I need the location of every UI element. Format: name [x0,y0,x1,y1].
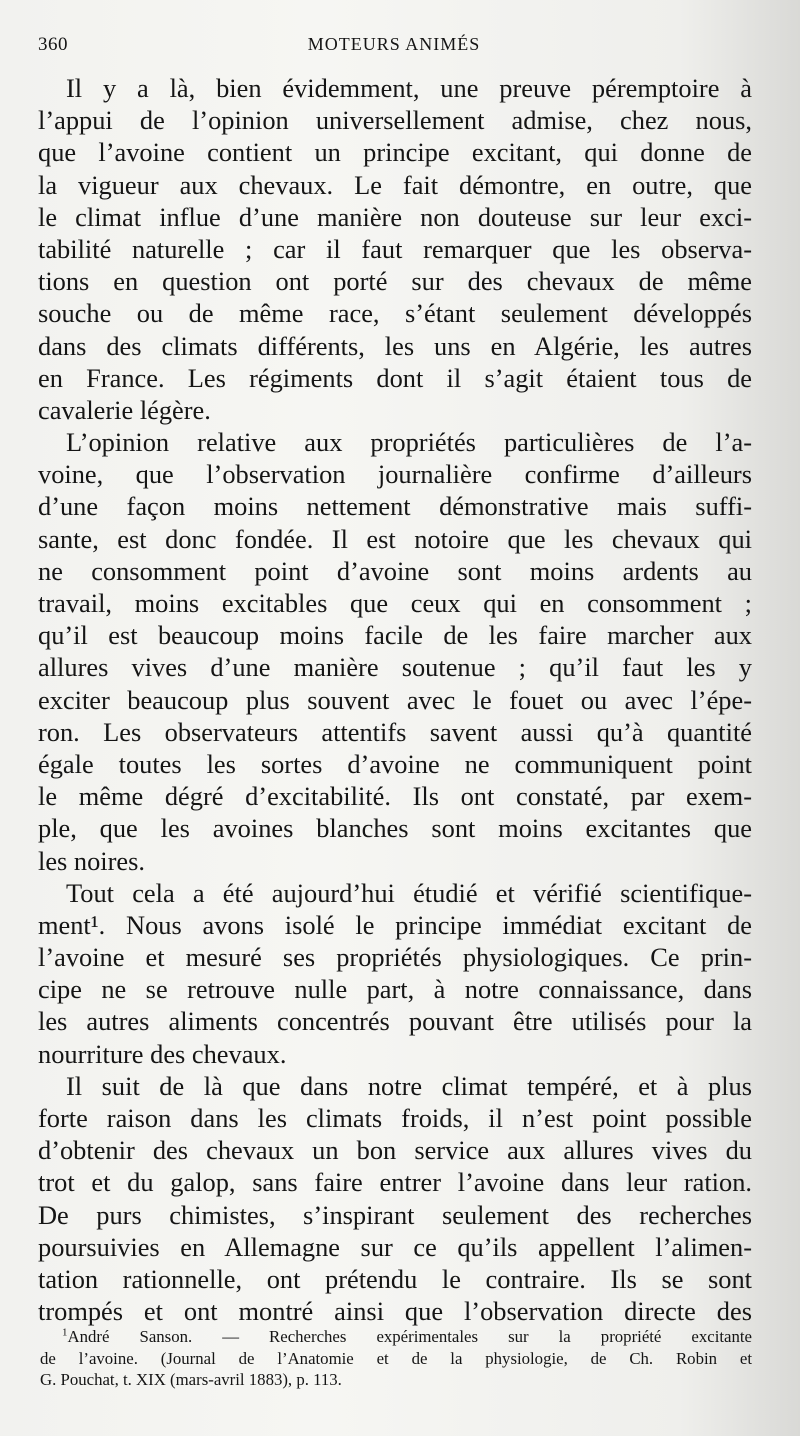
footnote-line: G. Pouchat, t. XIX (mars-avril 1883), p. 113. [40,1370,342,1389]
text-line: l’appui de l’opinion universellement admise, chez nous, [38,105,752,136]
text-line: que l’avoine contient un principe excitant, qui donne de [38,137,752,168]
text-line: tions en question ont porté sur des chevaux de même [38,266,752,297]
text-line: ron. Les observateurs attentifs savent aussi qu’à quantité [38,716,752,747]
text-line: Il suit de là que dans notre climat tempéré, et à plus [66,1070,752,1101]
footnotes [40,1326,752,1391]
text-line: allures vives d’une manière soutenue ; qu’il faut les y [38,652,752,683]
text-line: trompés et ont montré ainsi que l’observation directe des [38,1296,752,1327]
text-line: ment¹. Nous avons isolé le principe immédiat excitant de [38,909,752,940]
text-line: exciter beaucoup plus souvent avec le fouet ou avec l’épe- [38,684,752,715]
footnote-marker: 1 [62,1326,68,1339]
text-line: en France. Les régiments dont il s’agit étaient tous de [38,362,752,393]
text-line: travail, moins excitables que ceux qui en consomment ; [38,588,752,618]
footnote-line: de l’avoine. (Journal de l’Anatomie et de la physiologie, de Ch. Robin et [40,1348,752,1368]
text-line: le climat influe d’une manière non douteuse sur leur exci- [38,201,752,232]
text-line: ple, que les avoines blanches sont moins excitantes que [38,813,752,844]
paragraph-1 [38,72,752,426]
text-line: tabilité naturelle ; car il faut remarquer que les observa- [38,233,752,264]
text-line: forte raison dans les climats froids, il n’est point possible [38,1103,752,1133]
text-line: sante, est donc fondée. Il est notoire que les chevaux qui [38,523,752,554]
text-line: la vigueur aux chevaux. Le fait démontre, en outre, que [38,169,752,200]
footnote-text: André Sanson. — Recherches expérimentales sur la propriété excitante [67,1327,752,1346]
text-line: égale toutes les sortes d’avoine ne communiquent point [38,748,752,779]
body-text [38,72,752,1327]
text-line: cipe ne se retrouve nulle part, à notre connaissance, dans [38,974,752,1005]
text-line: poursuivies en Allemagne sur ce qu’ils appellent l’alimen- [38,1231,752,1262]
paragraph-4 [38,1070,752,1328]
text-line: Tout cela a été aujourd’hui étudié et vérifié scientifique- [66,877,752,908]
text-line: L’opinion relative aux propriétés particulières de l’a- [66,427,752,458]
paragraph-3 [38,877,752,1070]
text-line: Il y a là, bien évidemment, une preuve péremptoire à [66,73,752,103]
text-line: ne consomment point d’avoine sont moins ardents au [38,555,752,586]
text-line: nourriture des chevaux. [38,1038,287,1069]
page-number: 360 [38,34,68,55]
footnote-line [40,1326,752,1348]
text-line: dans des climats différents, les uns en Algérie, les autres [38,330,752,361]
running-title: MOTEURS ANIMÉS [307,34,481,54]
text-line: souche ou de même race, s’étant seulement développés [38,298,752,329]
paragraph-2 [38,426,752,877]
running-head [38,34,750,62]
text-line: les noires. [38,845,146,876]
text-line: le même dégré d’excitabilité. Ils ont constaté, par exem- [38,781,752,812]
text-line: d’une façon moins nettement démonstrative mais suffi- [38,491,752,522]
text-line: tation rationnelle, ont prétendu le contraire. Ils se sont [38,1263,752,1294]
text-line: cavalerie légère. [38,394,211,425]
text-line: voine, que l’observation journalière confirme d’ailleurs [38,459,752,490]
text-line: l’avoine et mesuré ses propriétés physiologiques. Ce prin- [38,942,752,973]
text-line: les autres aliments concentrés pouvant être utilisés pour la [38,1006,752,1037]
text-line: qu’il est beaucoup moins facile de les faire marcher aux [38,620,752,651]
text-line: trot et du galop, sans faire entrer l’avoine dans leur ration. [38,1167,752,1198]
text-line: De purs chimistes, s’inspirant seulement des recherches [38,1199,752,1230]
text-line: d’obtenir des chevaux un bon service aux allures vives du [38,1135,752,1166]
